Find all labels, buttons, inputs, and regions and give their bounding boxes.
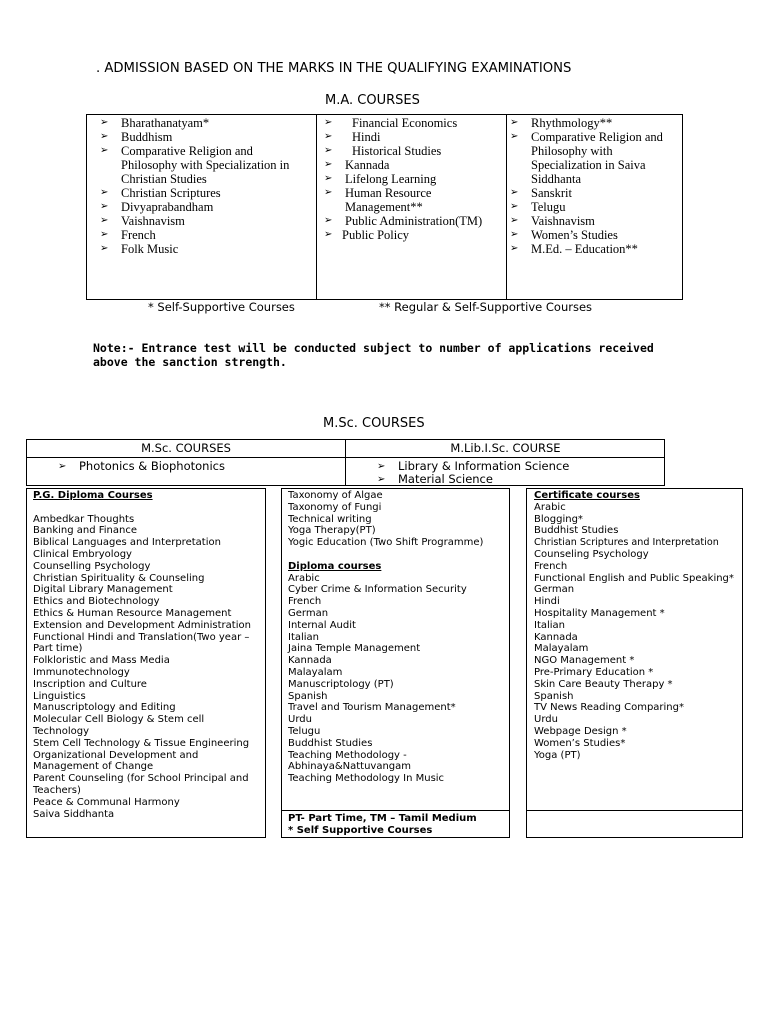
list-item: TV News Reading Comparing* [534, 702, 684, 714]
certificate-footer-divider [526, 810, 743, 811]
list-item: ➢ Photonics & Biophotonics [56, 460, 336, 473]
list-item: Spanish [288, 690, 328, 702]
list-item: Christian Scriptures and Interpretation [534, 537, 719, 549]
list-item: Blogging* [534, 513, 583, 525]
list-item: German [288, 607, 329, 619]
msc-left-list [56, 460, 336, 473]
list-item: Travel and Tourism Management* [288, 702, 456, 714]
list-item: Teaching Methodology - Abhinaya&Nattuvangam [288, 749, 412, 773]
list-item: Digital Library Management [33, 584, 173, 596]
certificate-column [534, 490, 742, 761]
list-item: French [534, 560, 568, 572]
pg-diploma-column [33, 490, 263, 820]
list-item: German [534, 584, 575, 596]
list-item: Yoga (PT) [534, 749, 581, 761]
list-item: Telugu [288, 725, 321, 737]
list-item: Counseling Psychology [534, 548, 649, 560]
list-item: Malayalam [534, 643, 589, 655]
list-item: Italian [288, 631, 320, 643]
list-item: Functional Hindi and Translation(Two year – Part time) [33, 631, 250, 655]
list-item: ➢ Comparative Religion and Philosophy with Specialization in Saiva Siddhanta [508, 130, 680, 186]
list-item: Inscription and Culture [33, 678, 147, 690]
list-item: Internal Audit [288, 619, 356, 631]
list-item: Kannada [288, 655, 332, 667]
certificate-list [534, 502, 742, 762]
list-item: ➢ Telugu [508, 200, 680, 214]
ma-divider-1 [316, 114, 317, 300]
list-item: ➢ M.Ed. – Education** [508, 242, 680, 256]
list-item: ➢ Public Administration(TM) [322, 214, 502, 228]
list-item: Banking and Finance [33, 525, 138, 537]
list-item: Taxonomy of Algae [288, 490, 383, 501]
list-item: Biblical Languages and Interpretation [33, 537, 221, 549]
ma-courses-title: M.A. COURSES [325, 93, 420, 108]
list-item: ➢ Women’s Studies [508, 228, 680, 242]
list-item: NGO Management * [534, 655, 635, 667]
list-item: Ambedkar Thoughts [33, 513, 135, 525]
list-item: ➢ Hindi [322, 130, 502, 144]
list-item: Malayalam [288, 666, 343, 678]
list-item: Folkloristic and Mass Media [33, 655, 170, 667]
list-item: ➢ Christian Scriptures [98, 186, 308, 200]
list-item: Counselling Psychology [33, 560, 151, 572]
list-item: Arabic [534, 501, 566, 513]
list-item: Cyber Crime & Information Security [288, 584, 467, 596]
msc-header-left: M.Sc. COURSES [141, 441, 231, 455]
ma-column-2 [322, 116, 502, 242]
certificate-title: Certificate courses [534, 490, 640, 501]
list-item: Manuscriptology (PT) [288, 678, 394, 690]
diploma-title: Diploma courses [288, 560, 382, 572]
msc-courses-title: M.Sc. COURSES [323, 416, 425, 431]
list-item: Immunotechnology [33, 666, 130, 678]
list-item: French [288, 596, 322, 608]
list-item: Urdu [288, 714, 312, 726]
list-item: Parent Counseling (for School Principal and Teachers) [33, 773, 249, 796]
list-item: Buddhist Studies [534, 525, 619, 537]
list-item: Technical writing [288, 513, 372, 525]
list-item: ➢ Historical Studies [322, 144, 502, 158]
list-item: ➢ Financial Economics [322, 116, 502, 130]
msc-right-list [375, 460, 655, 486]
ma-column-3 [508, 116, 680, 256]
middle-top-list [288, 490, 508, 549]
list-item: ➢ Comparative Religion and Philosophy with Specialization in Christian Studies [98, 144, 308, 186]
list-item: Italian [534, 619, 566, 631]
list-item: Women’s Studies* [534, 737, 626, 749]
list-item: ➢ Kannada [322, 158, 502, 172]
list-item: Linguistics [33, 690, 86, 702]
list-item: Peace & Communal Harmony [33, 796, 180, 808]
list-item: Hospitality Management * [534, 607, 665, 619]
legend-self-supportive: * Self-Supportive Courses [148, 300, 295, 314]
list-item: Buddhist Studies [288, 737, 373, 749]
list-item: ➢ Vaishnavism [508, 214, 680, 228]
list-item: ➢ Rhythmology** [508, 116, 680, 130]
list-item: Stem Cell Technology & Tissue Engineering [33, 737, 250, 749]
pg-diploma-list [33, 514, 263, 821]
section-title: . ADMISSION BASED ON THE MARKS IN THE QUALIFYING EXAMINATIONS [96, 61, 572, 76]
list-item: ➢ Bharathanatyam* [98, 116, 308, 130]
diploma-list [288, 573, 508, 785]
list-item: Organizational Development and Management of Change [33, 749, 199, 773]
list-item: ➢ French [98, 228, 308, 242]
pg-diploma-title: P.G. Diploma Courses [33, 490, 153, 501]
list-item: Yoga Therapy(PT) [288, 525, 376, 537]
list-item: Molecular Cell Biology & Stem cell Technology [33, 714, 205, 737]
list-item: Yogic Education (Two Shift Programme) [288, 537, 484, 549]
list-item: Webpage Design * [534, 725, 627, 737]
list-item: Extension and Development Administration [33, 619, 251, 631]
list-item: Christian Spirituality & Counseling [33, 572, 205, 584]
list-item: Arabic [288, 572, 320, 584]
list-item: Saiva Siddhanta [33, 808, 115, 820]
list-item: ➢ Human Resource Management** [322, 186, 502, 214]
ma-divider-2 [506, 114, 507, 300]
list-item: Kannada [534, 631, 578, 643]
abbreviation-line: PT- Part Time, TM – Tamil Medium [288, 813, 477, 824]
list-item: ➢ Material Science [375, 473, 655, 486]
list-item: Urdu [534, 714, 558, 726]
list-item: ➢ Library & Information Science [375, 460, 655, 473]
entrance-test-note: Note:- Entrance test will be conducted subject to number of applications received above the sanction strength. [93, 341, 654, 369]
msc-header-right: M.Lib.I.Sc. COURSE [450, 441, 561, 455]
list-item: Manuscriptology and Editing [33, 702, 176, 714]
middle-column [288, 490, 508, 785]
list-item: Spanish [534, 690, 574, 702]
abbreviation-legend [288, 813, 508, 837]
list-item: ➢ Divyaprabandham [98, 200, 308, 214]
list-item: ➢ Sanskrit [508, 186, 680, 200]
list-item: ➢ Folk Music [98, 242, 308, 256]
list-item: ➢ Buddhism [98, 130, 308, 144]
list-item: ➢ Vaishnavism [98, 214, 308, 228]
list-item: Jaina Temple Management [288, 643, 421, 655]
list-item: Clinical Embryology [33, 548, 132, 560]
list-item: Pre-Primary Education * [534, 666, 654, 678]
list-item: Functional English and Public Speaking* [534, 572, 734, 584]
legend-regular-self-supportive: ** Regular & Self-Supportive Courses [379, 300, 593, 314]
list-item: Teaching Methodology In Music [288, 773, 445, 785]
list-item: Skin Care Beauty Therapy * [534, 678, 673, 690]
list-item: Taxonomy of Fungi [288, 501, 382, 513]
ma-column-1 [98, 116, 308, 256]
self-supportive-line: * Self Supportive Courses [288, 824, 433, 836]
list-item: Hindi [534, 596, 560, 608]
list-item: ➢ Lifelong Learning [322, 172, 502, 186]
list-item: ➢ Public Policy [322, 228, 502, 242]
list-item: Ethics and Biotechnology [33, 596, 160, 608]
list-item: Ethics & Human Resource Management [33, 607, 232, 619]
diploma-footer-divider [281, 810, 510, 811]
